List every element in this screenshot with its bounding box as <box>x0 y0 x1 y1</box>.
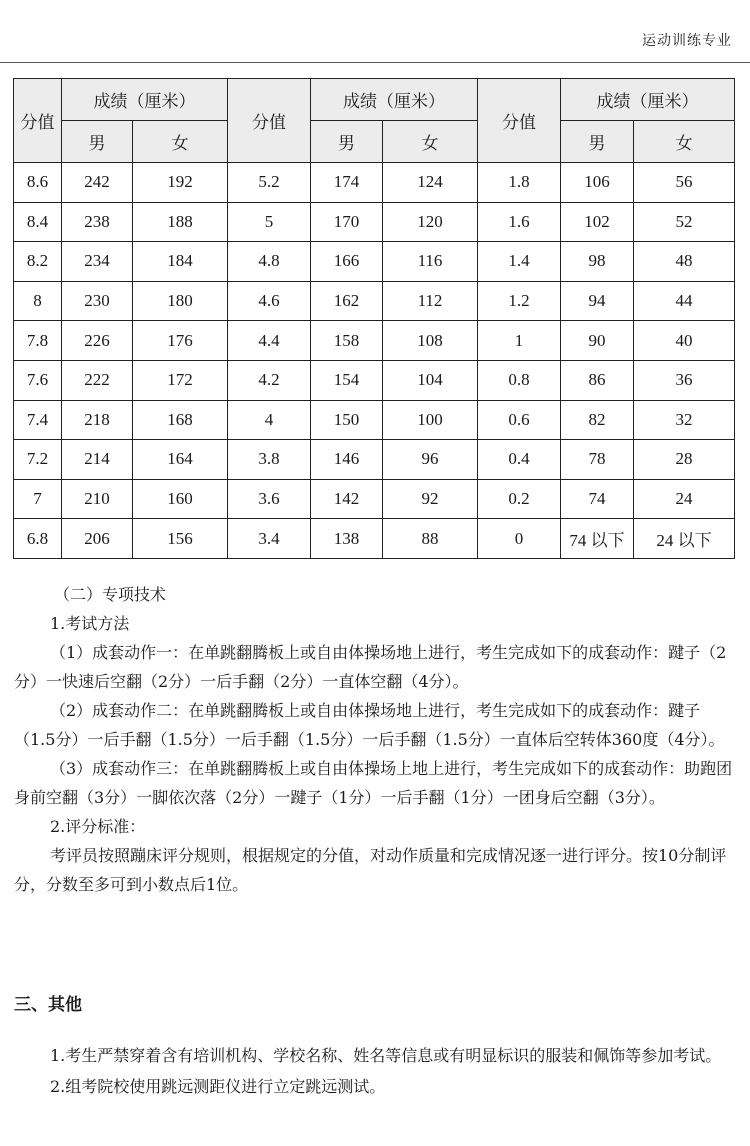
table-cell: 154 <box>311 360 383 400</box>
table-cell: 234 <box>62 242 133 282</box>
table-cell: 1.6 <box>478 202 561 242</box>
table-cell: 164 <box>133 440 228 480</box>
table-cell: 52 <box>634 202 735 242</box>
table-cell: 166 <box>311 242 383 282</box>
table-cell: 222 <box>62 360 133 400</box>
routine-3: （3）成套动作三：在单跳翻腾板上或自由体操场上地上进行，考生完成如下的成套动作：助跑团身前空翻（3分）一脚依次落（2分）一踺子（1分）一后手翻（1分）一团身后空翻（3分）。 <box>14 759 733 807</box>
header-result-3: 成绩（厘米） <box>561 79 735 121</box>
table-cell: 24 以下 <box>634 519 735 559</box>
table-cell: 0.8 <box>478 360 561 400</box>
table-cell: 0 <box>478 519 561 559</box>
table-cell: 88 <box>383 519 478 559</box>
table-cell: 5.2 <box>228 163 311 203</box>
table-cell: 1.4 <box>478 242 561 282</box>
table-cell: 214 <box>62 440 133 480</box>
table-row <box>14 202 735 242</box>
table-cell: 172 <box>133 360 228 400</box>
table-cell: 7.8 <box>14 321 62 361</box>
table-cell: 4.2 <box>228 360 311 400</box>
table-cell: 230 <box>62 281 133 321</box>
table-cell: 1 <box>478 321 561 361</box>
header-female-2: 女 <box>383 121 478 163</box>
score-table-body <box>14 163 735 559</box>
table-cell: 106 <box>561 163 634 203</box>
table-cell: 56 <box>634 163 735 203</box>
table-row <box>14 519 735 559</box>
method-heading: 1.考试方法 <box>50 614 130 633</box>
table-cell: 124 <box>383 163 478 203</box>
table-cell: 170 <box>311 202 383 242</box>
table-cell: 36 <box>634 360 735 400</box>
table-cell: 78 <box>561 440 634 480</box>
header-score-2: 分值 <box>228 79 311 163</box>
table-row <box>14 163 735 203</box>
header-score-3: 分值 <box>478 79 561 163</box>
section-3-heading: 三、其他 <box>14 995 82 1015</box>
table-cell: 0.6 <box>478 400 561 440</box>
table-cell: 188 <box>133 202 228 242</box>
scoring-heading: 2.评分标准： <box>50 817 146 836</box>
table-cell: 8 <box>14 281 62 321</box>
table-cell: 120 <box>383 202 478 242</box>
table-cell: 1.2 <box>478 281 561 321</box>
table-cell: 4 <box>228 400 311 440</box>
table-cell: 44 <box>634 281 735 321</box>
header-result-2: 成绩（厘米） <box>311 79 478 121</box>
table-cell: 210 <box>62 479 133 519</box>
table-cell: 156 <box>133 519 228 559</box>
table-cell: 242 <box>62 163 133 203</box>
table-cell: 8.2 <box>14 242 62 282</box>
table-cell: 3.4 <box>228 519 311 559</box>
page-header: 运动训练专业 <box>642 33 732 49</box>
table-cell: 94 <box>561 281 634 321</box>
header-female-1: 女 <box>133 121 228 163</box>
table-row <box>14 321 735 361</box>
table-row <box>14 281 735 321</box>
table-cell: 138 <box>311 519 383 559</box>
table-cell: 0.2 <box>478 479 561 519</box>
table-cell: 7.6 <box>14 360 62 400</box>
table-cell: 150 <box>311 400 383 440</box>
table-cell: 176 <box>133 321 228 361</box>
table-cell: 32 <box>634 400 735 440</box>
table-cell: 90 <box>561 321 634 361</box>
technique-section <box>14 580 736 899</box>
table-cell: 5 <box>228 202 311 242</box>
table-cell: 218 <box>62 400 133 440</box>
table-cell: 98 <box>561 242 634 282</box>
table-cell: 112 <box>383 281 478 321</box>
header-male-1: 男 <box>62 121 133 163</box>
table-cell: 6.8 <box>14 519 62 559</box>
other-item-2: 2.组考院校使用跳远测距仪进行立定跳远测试。 <box>50 1077 386 1096</box>
table-cell: 192 <box>133 163 228 203</box>
table-cell: 206 <box>62 519 133 559</box>
table-row <box>14 479 735 519</box>
header-male-3: 男 <box>561 121 634 163</box>
table-cell: 8.4 <box>14 202 62 242</box>
table-cell: 160 <box>133 479 228 519</box>
routine-1: （1）成套动作一：在单跳翻腾板上或自由体操场地上进行，考生完成如下的成套动作：踺子（2分）一快速后空翻（2分）一后手翻（2分）一直体空翻（4分）。 <box>14 643 727 691</box>
other-item-1: 1.考生严禁穿着含有培训机构、学校名称、姓名等信息或有明显标识的服装和佩饰等参加考试。 <box>50 1046 722 1065</box>
table-cell: 7.4 <box>14 400 62 440</box>
header-result-1: 成绩（厘米） <box>62 79 228 121</box>
table-cell: 184 <box>133 242 228 282</box>
table-cell: 102 <box>561 202 634 242</box>
table-row <box>14 440 735 480</box>
header-score-1: 分值 <box>14 79 62 163</box>
table-cell: 4.8 <box>228 242 311 282</box>
table-cell: 4.4 <box>228 321 311 361</box>
table-cell: 226 <box>62 321 133 361</box>
table-cell: 3.8 <box>228 440 311 480</box>
table-cell: 28 <box>634 440 735 480</box>
table-cell: 180 <box>133 281 228 321</box>
header-female-3: 女 <box>634 121 735 163</box>
table-row <box>14 242 735 282</box>
table-cell: 7 <box>14 479 62 519</box>
scoring-text: 考评员按照蹦床评分规则，根据规定的分值，对动作质量和完成情况逐一进行评分。按10分制评分，分数至多可到小数点后1位。 <box>14 846 727 894</box>
table-cell: 96 <box>383 440 478 480</box>
table-cell: 82 <box>561 400 634 440</box>
table-cell: 142 <box>311 479 383 519</box>
table-cell: 24 <box>634 479 735 519</box>
sub-heading: （二）专项技术 <box>54 585 167 604</box>
table-cell: 116 <box>383 242 478 282</box>
table-cell: 1.8 <box>478 163 561 203</box>
header-male-2: 男 <box>311 121 383 163</box>
table-cell: 168 <box>133 400 228 440</box>
table-cell: 8.6 <box>14 163 62 203</box>
table-cell: 3.6 <box>228 479 311 519</box>
table-cell: 162 <box>311 281 383 321</box>
table-cell: 146 <box>311 440 383 480</box>
table-cell: 0.4 <box>478 440 561 480</box>
other-section <box>14 1040 736 1102</box>
table-cell: 108 <box>383 321 478 361</box>
table-cell: 86 <box>561 360 634 400</box>
table-cell: 238 <box>62 202 133 242</box>
table-cell: 158 <box>311 321 383 361</box>
table-cell: 92 <box>383 479 478 519</box>
header-rule <box>0 62 750 63</box>
score-table <box>13 78 735 559</box>
table-cell: 4.6 <box>228 281 311 321</box>
table-cell: 174 <box>311 163 383 203</box>
routine-2: （2）成套动作二：在单跳翻腾板上或自由体操场地上进行，考生完成如下的成套动作：踺子（1.5分）一后手翻（1.5分）一后手翻（1.5分）一后手翻（1.5分）一直体后空转体360度（4分）。 <box>14 701 725 749</box>
table-row <box>14 400 735 440</box>
table-cell: 74 以下 <box>561 519 634 559</box>
table-cell: 48 <box>634 242 735 282</box>
table-cell: 100 <box>383 400 478 440</box>
table-row <box>14 360 735 400</box>
table-cell: 40 <box>634 321 735 361</box>
table-cell: 104 <box>383 360 478 400</box>
table-cell: 7.2 <box>14 440 62 480</box>
table-cell: 74 <box>561 479 634 519</box>
